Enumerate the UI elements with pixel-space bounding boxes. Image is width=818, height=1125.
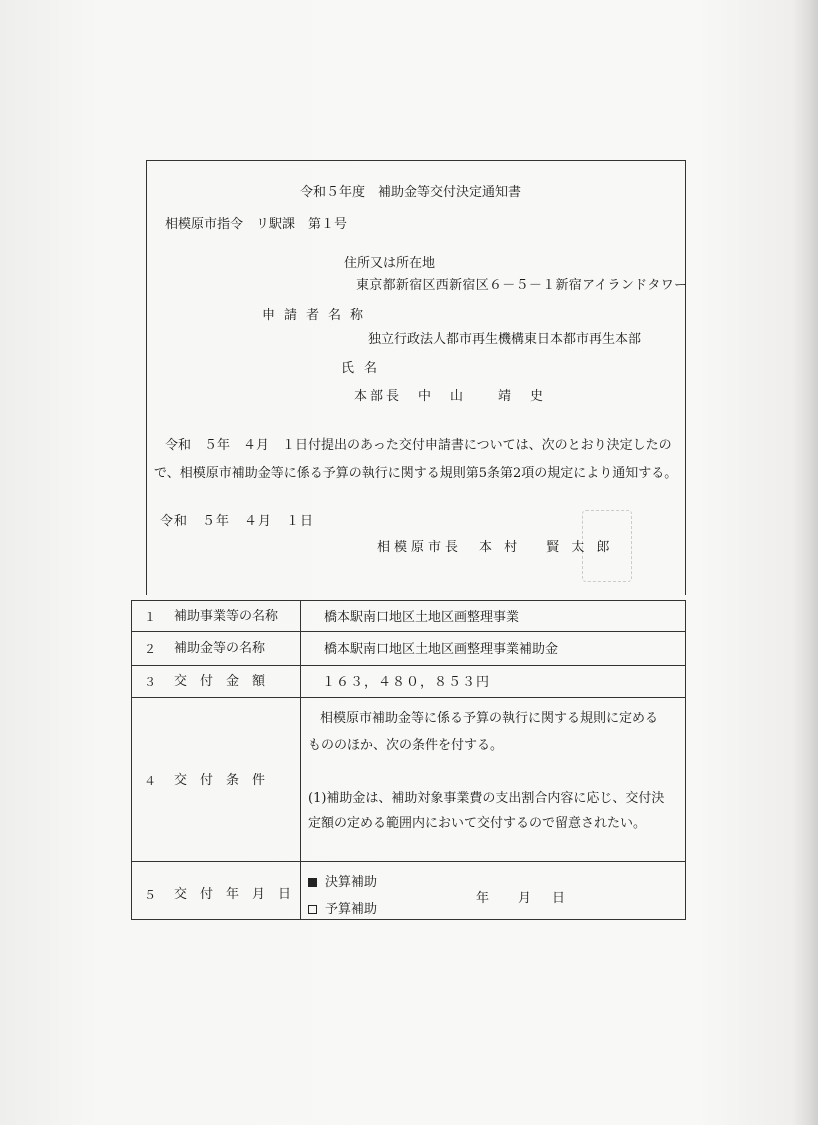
row-label: 交 付 条 件 bbox=[174, 773, 266, 788]
table-row-divider bbox=[132, 861, 685, 862]
row-number: ３ bbox=[144, 675, 157, 689]
condition-line-3: (1)補助金は、補助対象事業費の支出割合内容に応じ、交付決 bbox=[308, 791, 665, 806]
address-value: 東京都新宿区西新宿区６－５－１新宿アイランドタワー bbox=[356, 278, 688, 293]
table-column-divider bbox=[300, 601, 301, 919]
page-edge-shadow bbox=[792, 0, 818, 1125]
condition-line-4: 定額の定める範囲内において交付するので留意されたい。 bbox=[308, 816, 647, 831]
row-number: １ bbox=[144, 610, 157, 624]
date-month-label: 月 bbox=[518, 891, 532, 906]
applicant-label: 申請者名称 bbox=[262, 308, 373, 323]
name-value: 本部長 中 山 靖 史 bbox=[354, 389, 547, 404]
document-number: 相模原市指令 リ駅課 第１号 bbox=[165, 217, 348, 232]
seal-area bbox=[582, 510, 632, 582]
condition-line-2: もののほか、次の条件を付する。 bbox=[308, 738, 504, 753]
row-number: ２ bbox=[144, 642, 157, 656]
subsidy-amount: １６３，４８０，８５３円 bbox=[322, 675, 491, 690]
date-year-label: 年 bbox=[476, 891, 490, 906]
row-label: 交 付 金 額 bbox=[174, 674, 266, 689]
option-label: 予算補助 bbox=[325, 902, 378, 917]
unchecked-box-icon bbox=[308, 905, 317, 914]
condition-line-1: 相模原市補助金等に係る予算の執行に関する規則に定める bbox=[320, 711, 659, 726]
row-value: 橋本駅南口地区土地区画整理事業 bbox=[324, 610, 520, 625]
option-budget bbox=[308, 902, 377, 918]
applicant-value: 独立行政法人都市再生機構東日本都市再生本部 bbox=[368, 332, 642, 347]
table-row-divider bbox=[132, 665, 685, 666]
issue-date: 令和 ５年 ４月 １日 bbox=[160, 514, 315, 529]
address-label: 住所又は所在地 bbox=[344, 256, 436, 271]
issuer-name: 相模原市長 本 村 賢 太 郎 bbox=[377, 540, 614, 555]
document-title: 令和５年度 補助金等交付決定通知書 bbox=[300, 185, 522, 200]
row-label: 補助事業等の名称 bbox=[174, 609, 279, 624]
option-settlement bbox=[308, 875, 377, 891]
name-label: 氏名 bbox=[341, 361, 388, 376]
row-label: 交 付 年 月 日 bbox=[174, 887, 292, 902]
row-value: 橋本駅南口地区土地区画整理事業補助金 bbox=[324, 642, 559, 657]
details-table bbox=[131, 600, 686, 920]
row-number: ５ bbox=[144, 888, 157, 902]
option-label: 決算補助 bbox=[325, 875, 378, 890]
row-label: 補助金等の名称 bbox=[174, 641, 266, 656]
date-day-label: 日 bbox=[552, 891, 566, 906]
table-row-divider bbox=[132, 697, 685, 698]
checked-box-icon bbox=[308, 878, 317, 887]
row-number: ４ bbox=[144, 774, 157, 788]
body-text-line-1: 令和 ５年 ４月 １日付提出のあった交付申請書については、次のとおり決定したの bbox=[165, 438, 672, 453]
body-text-line-2: で、相模原市補助金等に係る予算の執行に関する規則第5条第2項の規定により通知する。 bbox=[154, 466, 678, 481]
table-row-divider bbox=[132, 631, 685, 632]
